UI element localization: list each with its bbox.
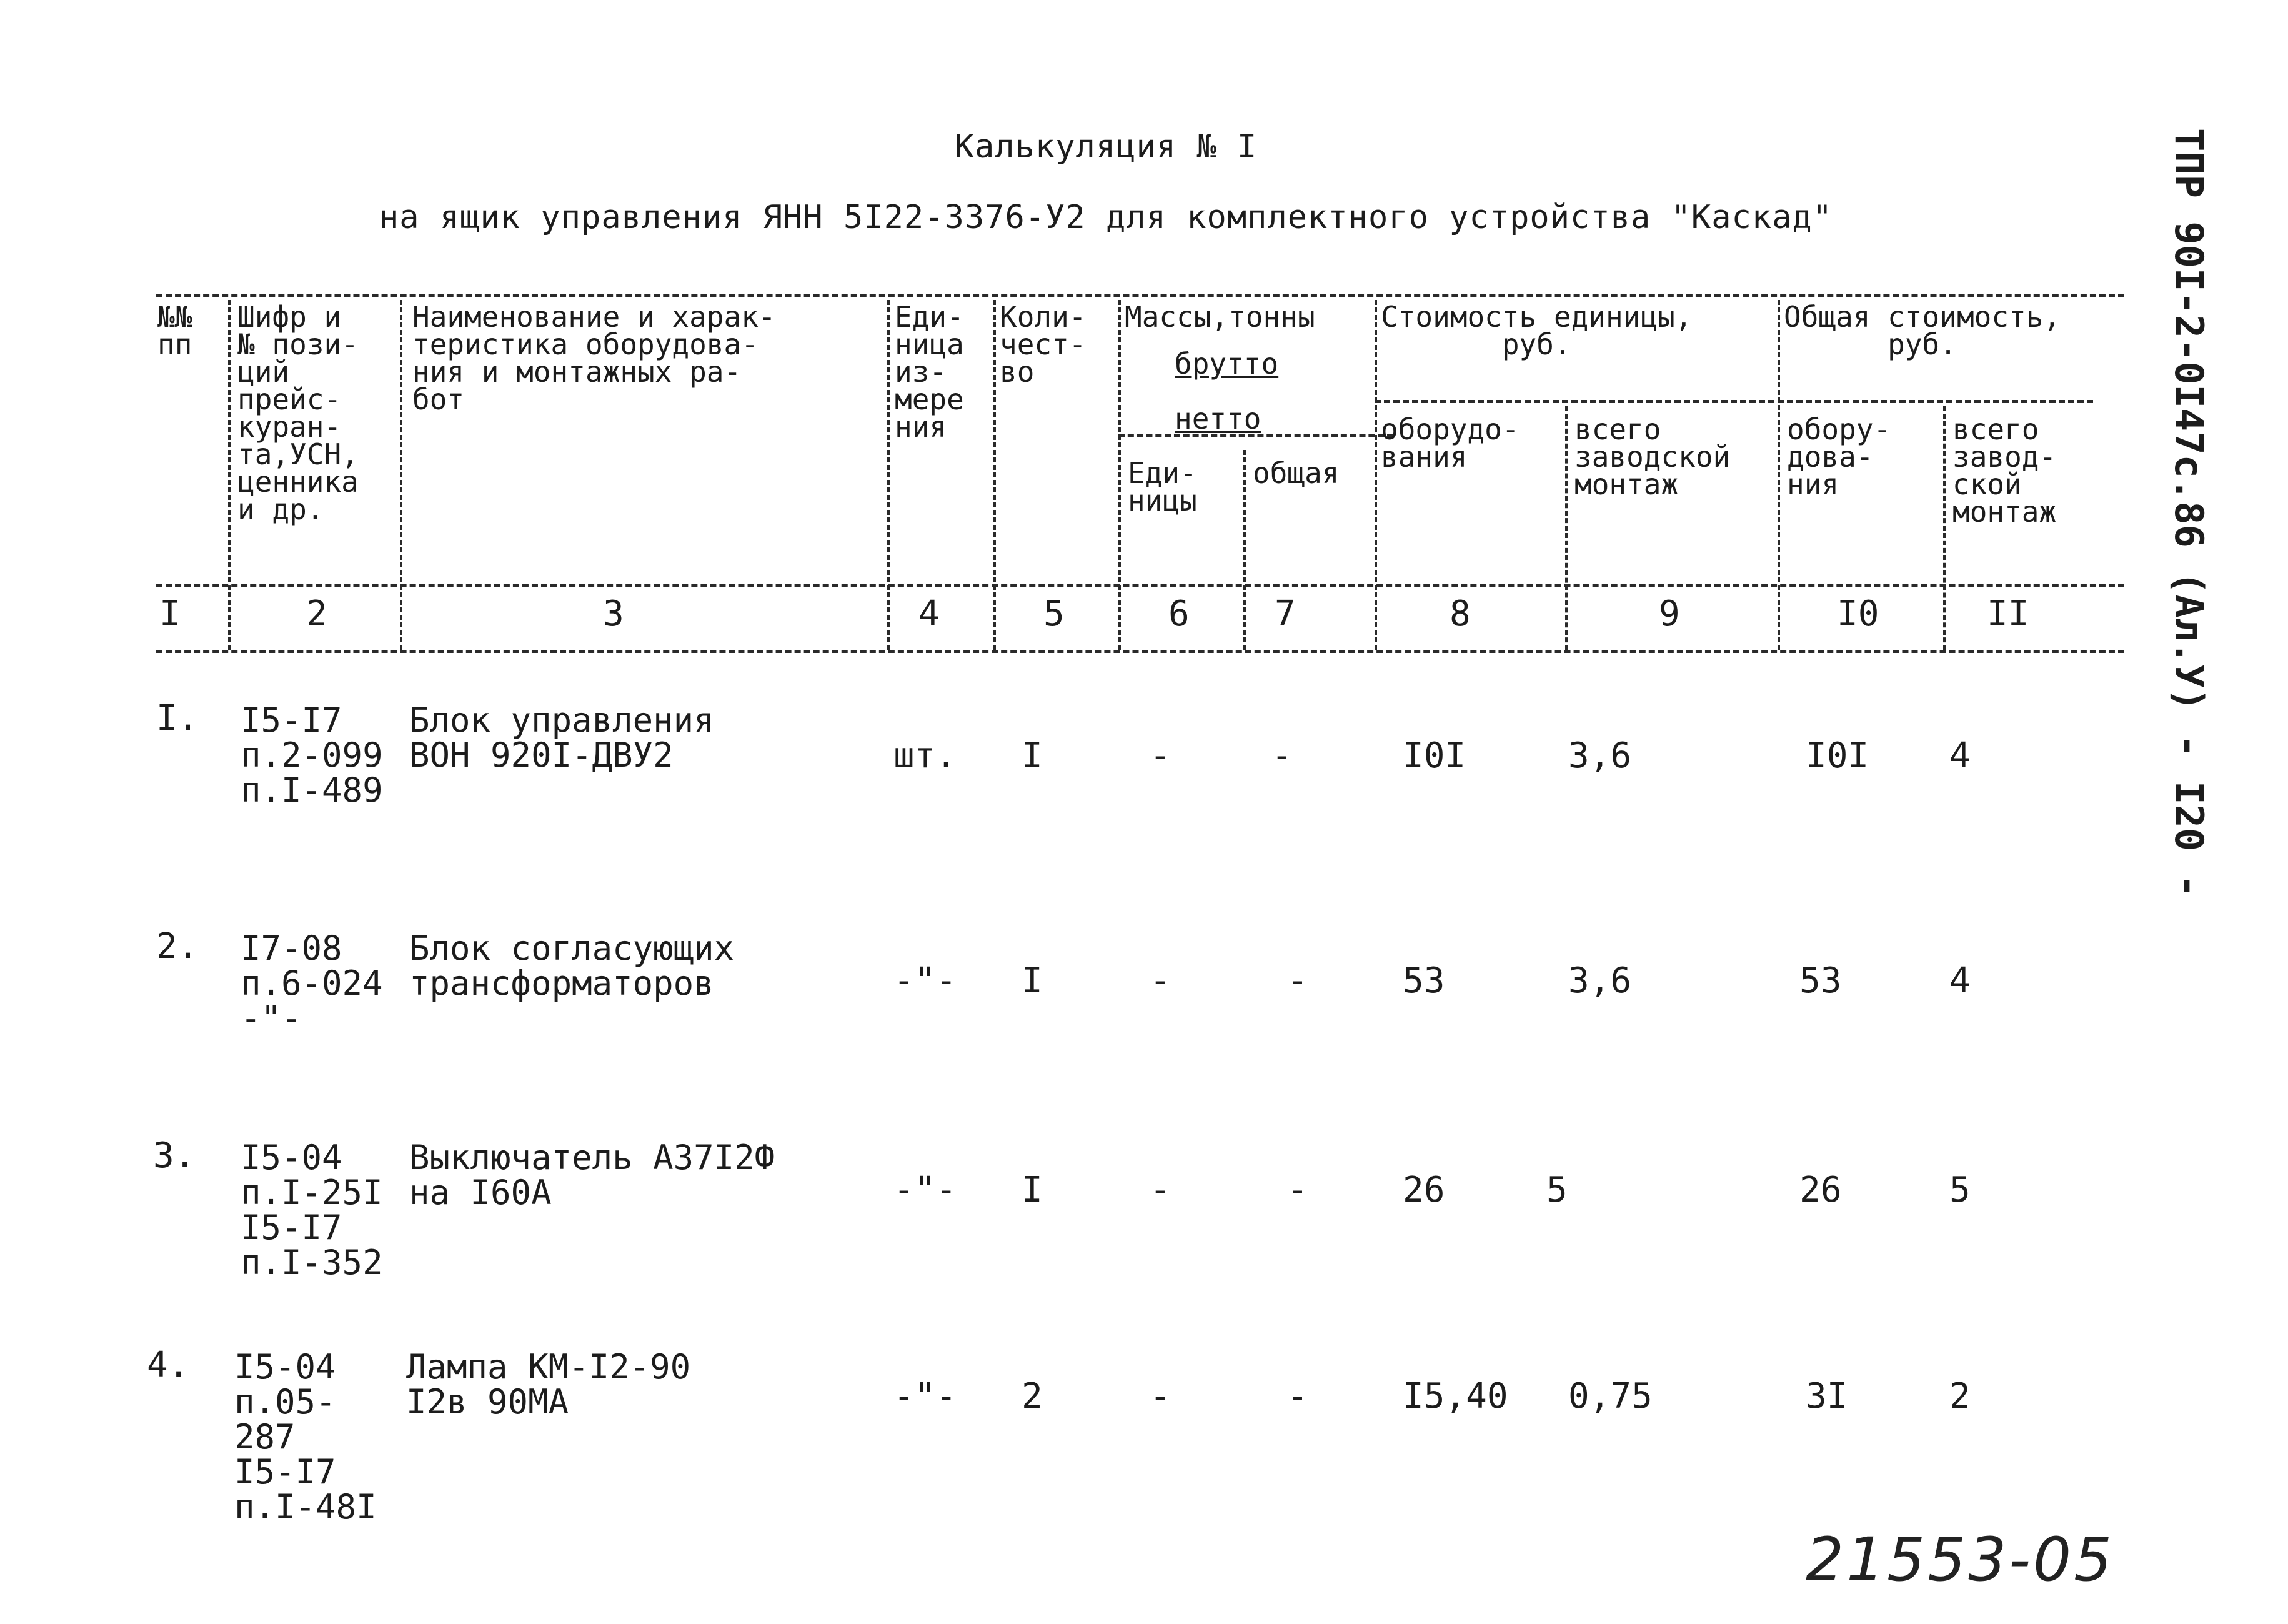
header-mass-brutto: брутто — [1175, 347, 1279, 381]
row-name: Блок управления ВОН 920I-ДВУ2 — [409, 700, 714, 775]
header-mass-total: общая — [1253, 456, 1340, 490]
col-divider-9 — [1778, 300, 1780, 650]
header-cost-total: Общая стоимость, руб. — [1784, 300, 2061, 361]
col-number-2: 2 — [306, 594, 327, 634]
row-number: 3. — [153, 1135, 196, 1176]
header-cost-assembly: всего заводской монтаж — [1574, 412, 1731, 501]
col-divider-1 — [228, 300, 231, 650]
row-total-assembly: 4 — [1949, 960, 1971, 1001]
row-quantity: I — [1022, 960, 1043, 1001]
col-divider-5 — [1118, 300, 1121, 650]
row-code: I7-08 п.6-024 -"- — [241, 929, 383, 1038]
row-number: 4. — [147, 1345, 189, 1385]
row-total-assembly: 4 — [1949, 735, 1971, 776]
header-cost-unit: Стоимость единицы, руб. — [1381, 300, 1693, 361]
col-divider-7 — [1375, 300, 1377, 650]
row-code: I5-I7 п.2-099 п.I-489 — [241, 700, 383, 810]
row-unit: -"- — [893, 960, 957, 1001]
row-mass-unit: - — [1150, 735, 1171, 776]
row-number: 2. — [156, 926, 199, 967]
row-total-assembly: 2 — [1949, 1376, 1971, 1417]
header-mass-netto: нетто — [1175, 402, 1261, 436]
col-number-11: II — [1987, 594, 2029, 634]
row-code: I5-04 п.I-25I I5-I7 п.I-352 — [241, 1138, 383, 1282]
row-total-equipment: 26 — [1799, 1170, 1842, 1210]
row-total-equipment: 3I — [1806, 1376, 1848, 1417]
handwritten-reference-number: 21553-05 — [1806, 1525, 2115, 1595]
col-number-6: 6 — [1168, 594, 1190, 634]
row-cost-equipment: I5,40 — [1403, 1376, 1508, 1417]
row-cost-assembly: 3,6 — [1568, 735, 1632, 776]
header-unit: Еди- ница из- мере ния — [895, 300, 964, 444]
document-title: Калькуляция № I — [954, 128, 1258, 166]
row-cost-equipment: I0I — [1403, 735, 1466, 776]
header-total-assembly: всего завод- ской монтаж — [1952, 412, 2057, 529]
header-cost-equipment: оборудо- вания — [1381, 412, 1520, 474]
col-number-4: 4 — [918, 594, 940, 634]
col-number-5: 5 — [1043, 594, 1065, 634]
col-number-10: I0 — [1837, 594, 1879, 634]
col-divider-6 — [1243, 450, 1246, 650]
side-document-code: ТПР 90I-2-0I47с.86 (Ал.У) - I20 - — [2166, 128, 2212, 898]
number-row-bottom-rule — [156, 650, 2124, 653]
col-number-7: 7 — [1275, 594, 1296, 634]
row-name: Лампа КМ-I2-90 I2в 90МА — [406, 1347, 691, 1422]
col-divider-3 — [887, 300, 890, 650]
header-total-equipment: обору- дова- ния — [1787, 412, 1891, 501]
row-mass-unit: - — [1150, 960, 1171, 1001]
row-unit: -"- — [893, 1170, 957, 1210]
col-divider-4 — [993, 300, 996, 650]
row-number: I. — [156, 698, 199, 739]
col-divider-8 — [1565, 406, 1568, 650]
row-mass-total: - — [1287, 1376, 1308, 1417]
document-subtitle: на ящик управления ЯНН 5I22-3376-У2 для комплектного устройства "Каскад" — [379, 199, 1833, 236]
row-mass-unit: - — [1150, 1170, 1171, 1210]
col-number-1: I — [159, 594, 181, 634]
row-name: Выключатель А37I2Ф на I60А — [409, 1138, 775, 1212]
row-name: Блок согласующих трансформаторов — [409, 929, 735, 1003]
header-mass: Массы,тонны — [1125, 300, 1315, 334]
row-cost-equipment: 26 — [1403, 1170, 1445, 1210]
row-quantity: 2 — [1022, 1376, 1043, 1417]
row-unit: -"- — [893, 1376, 957, 1417]
col-divider-2 — [400, 300, 402, 650]
row-cost-assembly: 0,75 — [1568, 1376, 1653, 1417]
row-code: I5-04 п.05- 287 I5-I7 п.I-48I — [234, 1347, 377, 1527]
row-mass-total: - — [1271, 735, 1293, 776]
col-number-8: 8 — [1450, 594, 1471, 634]
row-total-equipment: I0I — [1806, 735, 1869, 776]
header-quantity: Коли- чест- во — [1000, 300, 1087, 389]
row-unit: шт. — [893, 735, 957, 776]
table-top-rule — [156, 294, 2124, 297]
row-cost-equipment: 53 — [1403, 960, 1445, 1001]
row-total-equipment: 53 — [1799, 960, 1842, 1001]
header-number: №№ пп — [157, 300, 192, 361]
header-mass-unit: Еди- ницы — [1128, 456, 1197, 517]
row-mass-unit: - — [1150, 1376, 1171, 1417]
row-mass-total: - — [1287, 1170, 1308, 1210]
header-bottom-rule — [156, 584, 2124, 587]
row-quantity: I — [1022, 735, 1043, 776]
row-total-assembly: 5 — [1949, 1170, 1971, 1210]
header-name: Наименование и харак- теристика оборудова- ния и монтажных ра- бот — [412, 300, 776, 416]
header-code: Шифр и № пози- ций прейс- куран- та,УСН, ценника и др. — [237, 300, 359, 526]
row-cost-assembly: 5 — [1546, 1170, 1568, 1210]
cost-sub-rule — [1375, 400, 2093, 403]
col-number-3: 3 — [603, 594, 624, 634]
row-quantity: I — [1022, 1170, 1043, 1210]
row-mass-total: - — [1287, 960, 1308, 1001]
col-divider-10 — [1943, 406, 1946, 650]
col-number-9: 9 — [1659, 594, 1680, 634]
row-cost-assembly: 3,6 — [1568, 960, 1632, 1001]
